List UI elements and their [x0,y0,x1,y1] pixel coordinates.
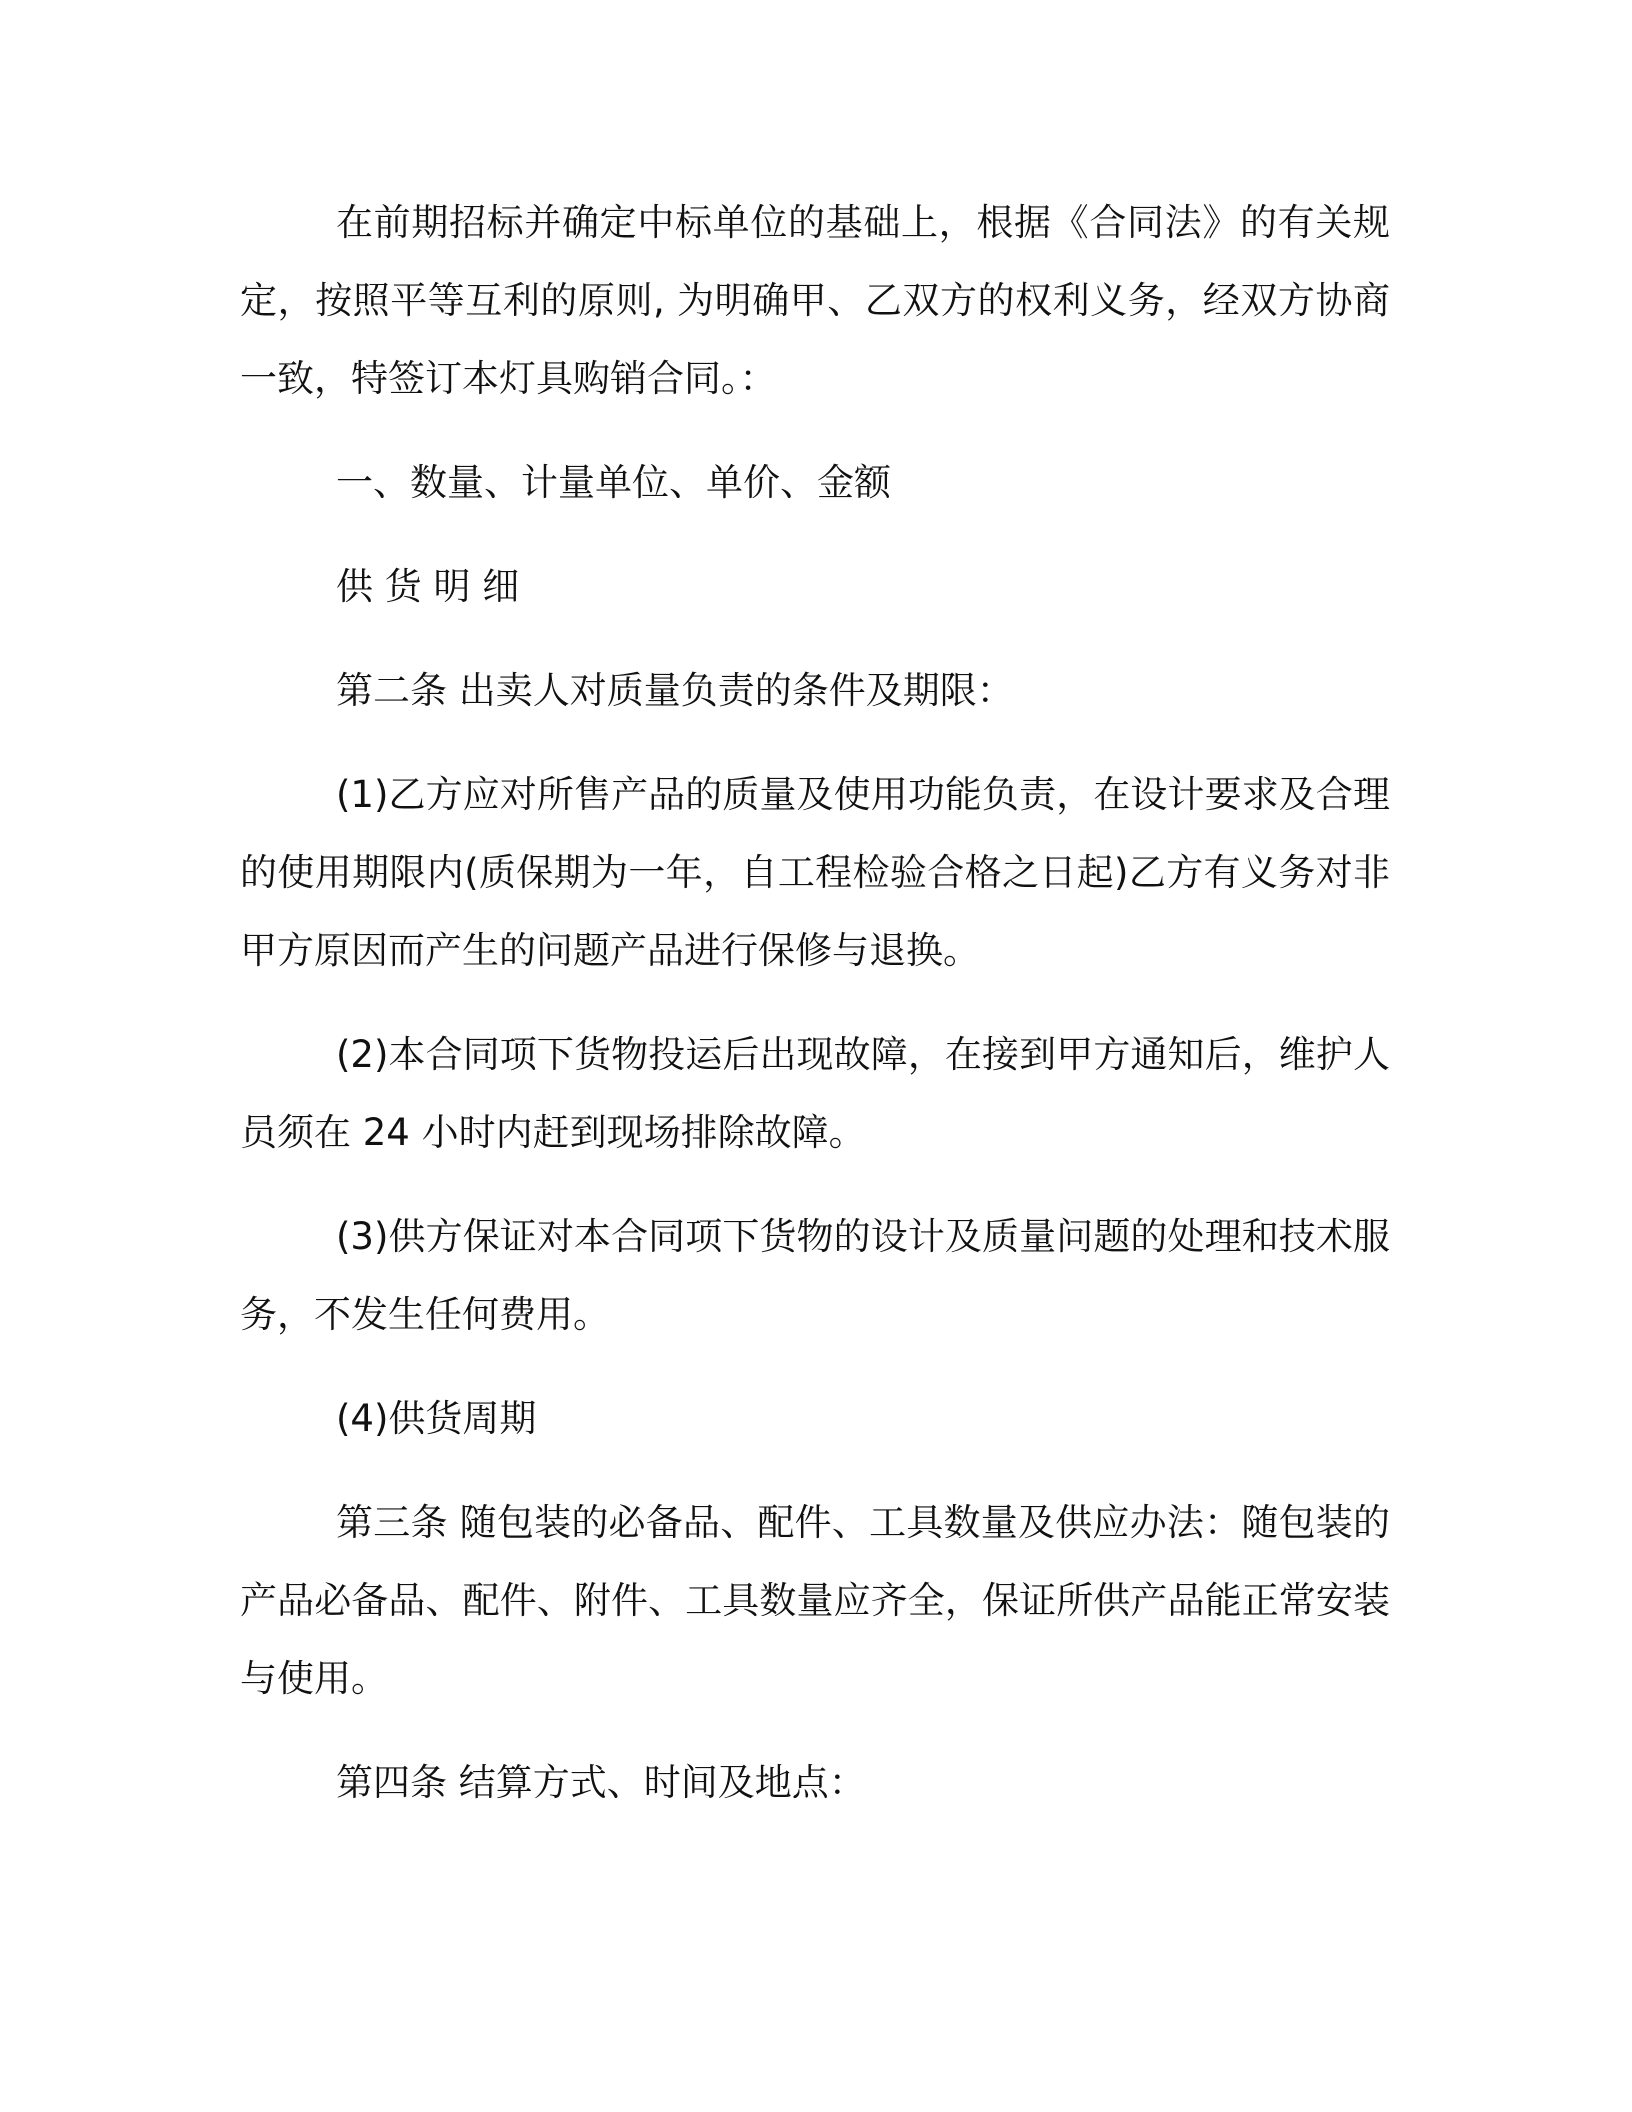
paragraph-intro: 在前期招标并确定中标单位的基础上，根据《合同法》的有关规定，按照平等互利的原则, 为明确甲、乙双方的权利义务，经双方协商一致，特签订本灯具购销合同。： [240,201,1390,400]
article-three: 第三条 随包装的必备品、配件、工具数量及供应办法：随包装的产品必备品、配件、附件、工具数量应齐全，保证所供产品能正常安装与使用。 [240,1501,1390,1700]
clause-2: (2)本合同项下货物投运后出现故障，在接到甲方通知后，维护人员须在 24 小时内赶到现场排除故障。 [240,1033,1390,1154]
clause-1: (1)乙方应对所售产品的质量及使用功能负责，在设计要求及合理的使用期限内(质保期为一年，自工程检验合格之日起)乙方有义务对非甲方原因而产生的问题产品进行保修与退换。 [240,773,1390,972]
section-heading-quantity: 一、数量、计量单位、单价、金额 [336,461,891,504]
article-four-heading: 第四条 结算方式、时间及地点： [336,1761,866,1804]
clause-3: (3)供方保证对本合同项下货物的设计及质量问题的处理和技术服务，不发生任何费用。 [240,1215,1390,1336]
supply-details-heading: 供 货 明 细 [336,565,520,608]
article-two-heading: 第二条 出卖人对质量负责的条件及期限： [336,669,1014,712]
clause-4: (4)供货周期 [336,1397,537,1440]
document-body [240,184,1390,1848]
